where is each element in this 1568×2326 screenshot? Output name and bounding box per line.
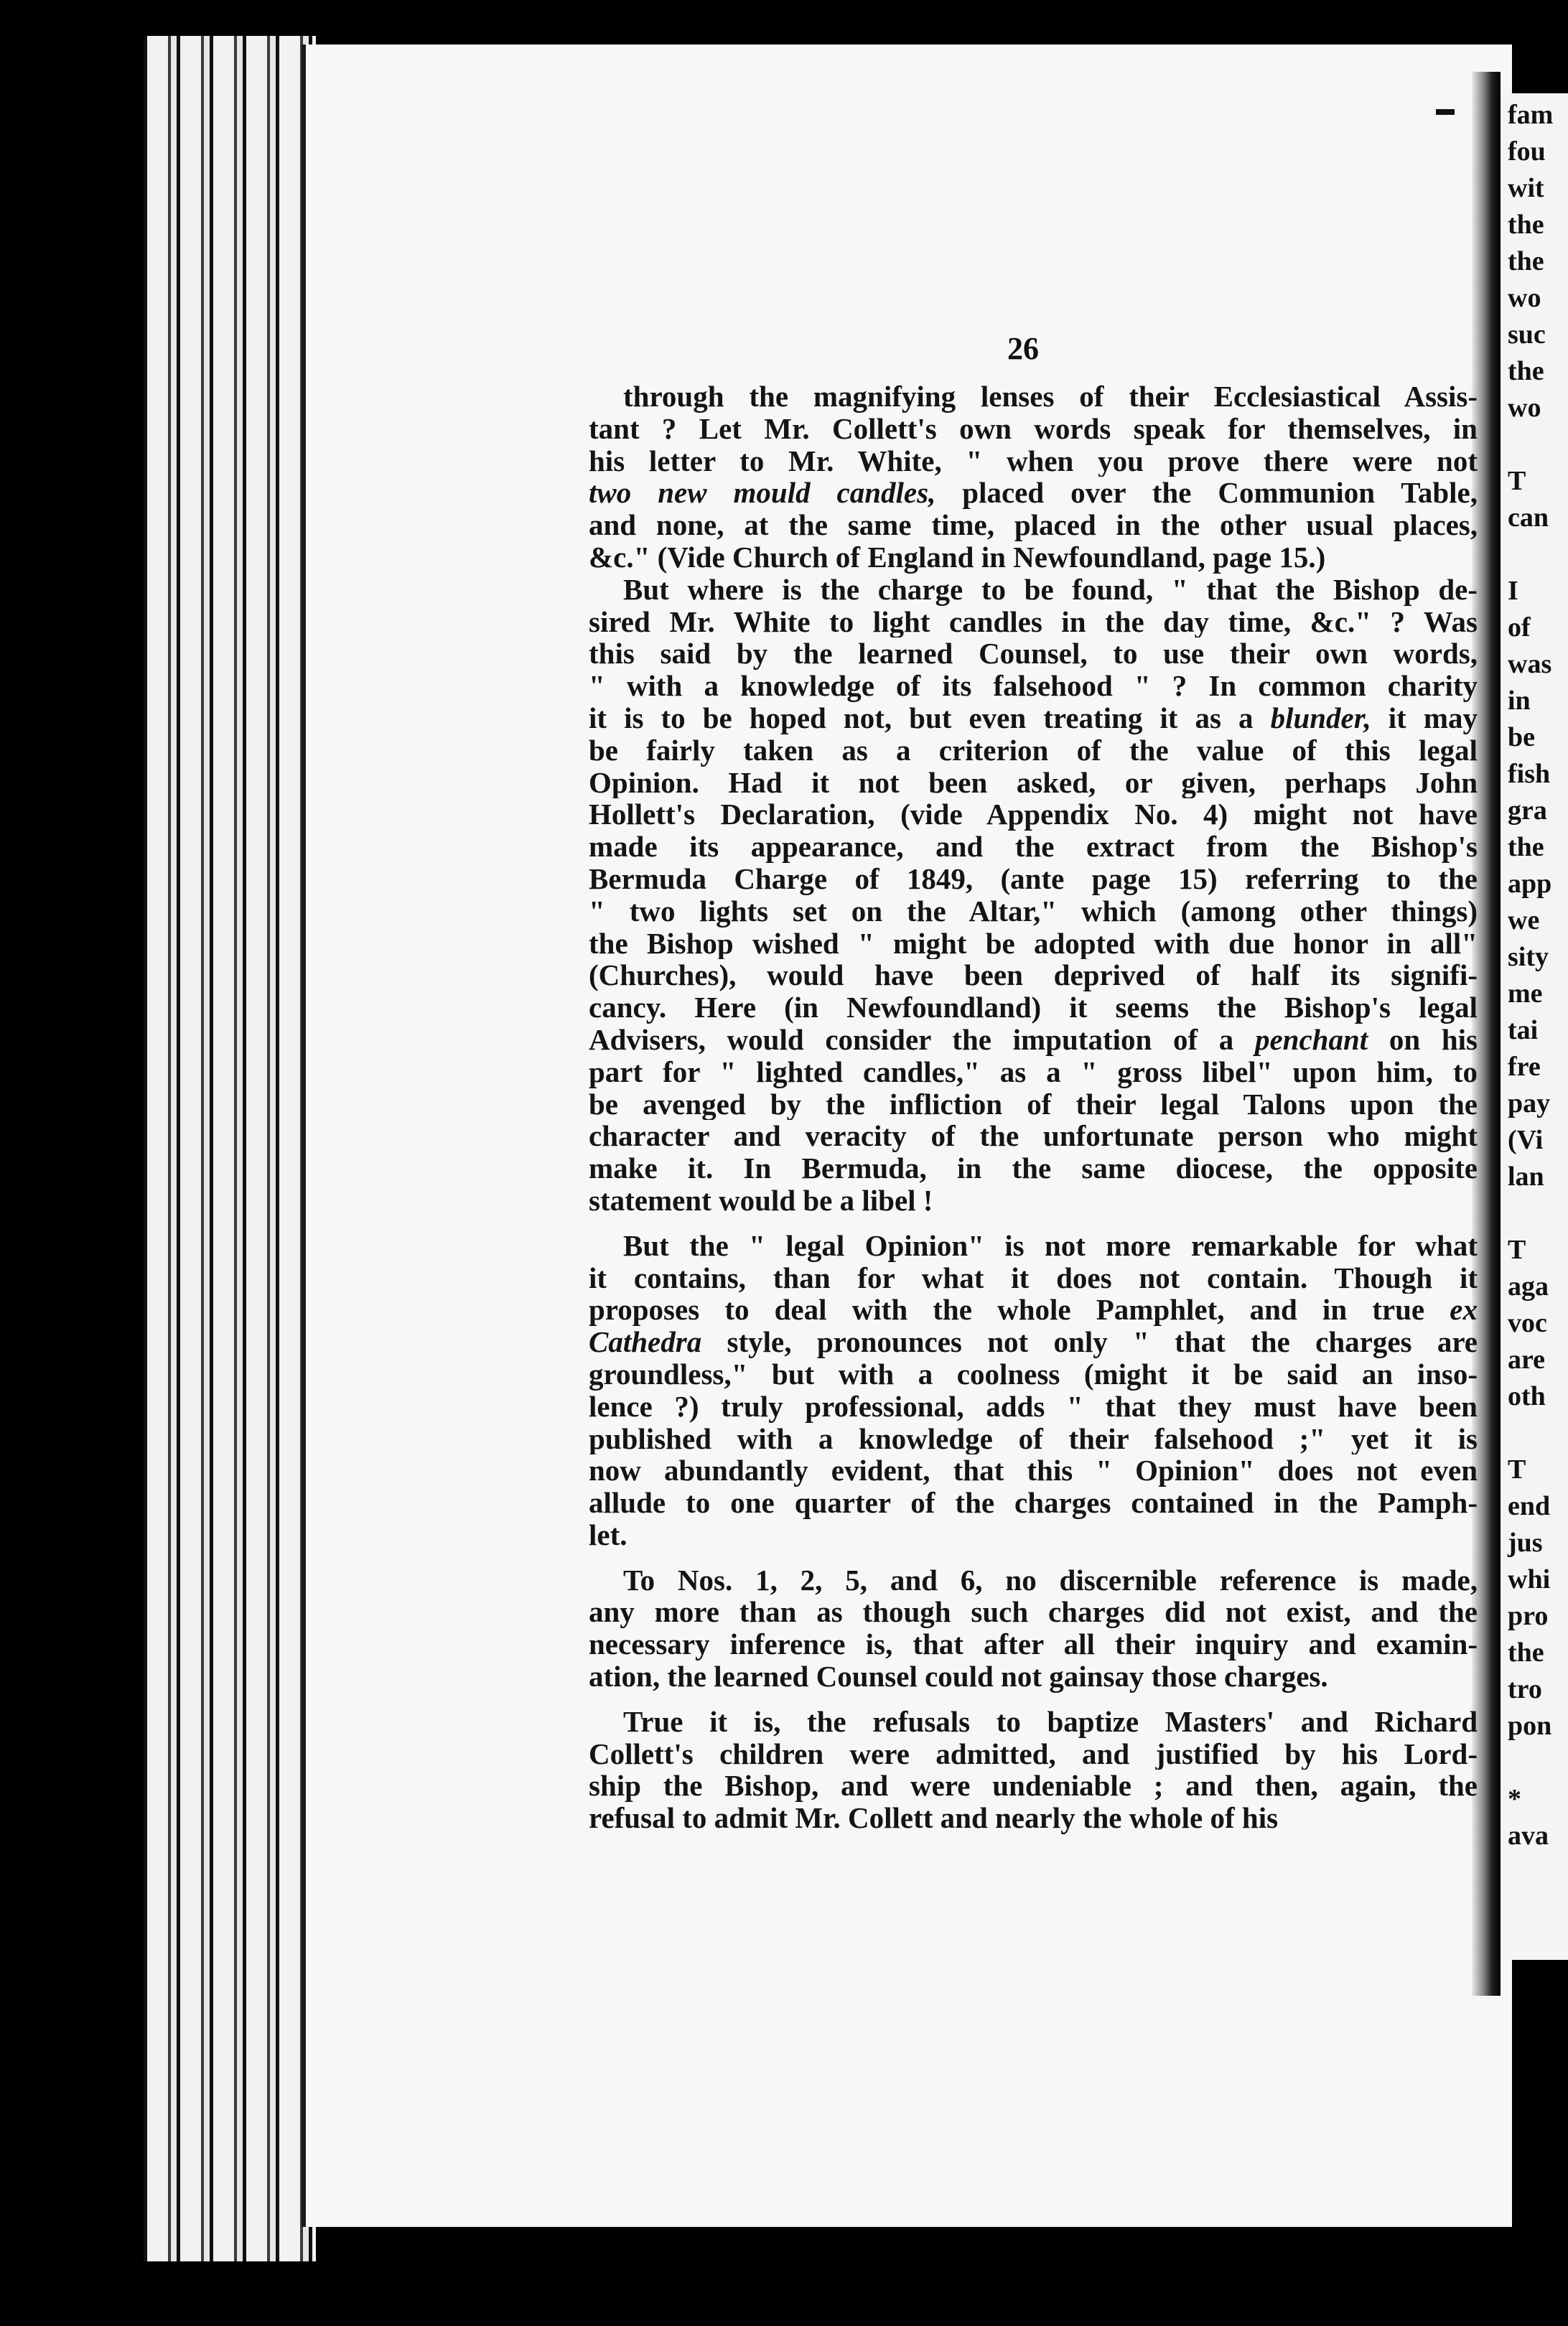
facing-page-fragment: tai — [1508, 1015, 1539, 1045]
facing-page-fragment: are — [1508, 1345, 1546, 1375]
facing-page-fragment: be — [1508, 722, 1535, 752]
text-line: his letter to Mr. White, " when you prove there were not — [589, 444, 1478, 477]
facing-page-fragment: wo — [1508, 283, 1541, 313]
facing-page-fragment: the — [1508, 356, 1544, 386]
facing-page-fragment: the — [1508, 210, 1544, 240]
facing-page-fragment: in — [1508, 686, 1531, 716]
facing-page-fragment: can — [1508, 503, 1549, 533]
facing-page-fragment: lan — [1508, 1162, 1544, 1192]
text-line: make it. In Bermuda, in the same diocese, the opposite — [589, 1152, 1478, 1185]
facing-page-fragment: pon — [1508, 1711, 1552, 1741]
text-line: now abundantly evident, that this " Opinion" does not even — [589, 1454, 1478, 1487]
text-line: Cathedra style, pronounces not only " that the charges are — [589, 1326, 1478, 1358]
text-line: &c." (Vide Church of England in Newfoundland, page 15.) — [589, 541, 1326, 574]
text-line: it contains, than for what it does not contain. Though it — [589, 1261, 1478, 1294]
text-line: part for " lighted candles," as a " gross libel" upon him, to — [589, 1055, 1478, 1088]
facing-page-fragment: pay — [1508, 1088, 1551, 1118]
facing-page-strip — [1501, 93, 1568, 1960]
facing-page-fragment: gra — [1508, 795, 1547, 826]
text-line: (Churches), would have been deprived of half its signifi- — [589, 959, 1478, 992]
facing-page-fragment: voc — [1508, 1308, 1547, 1338]
dash-mark — [1436, 109, 1455, 115]
facing-page-fragment: (Vi — [1508, 1125, 1544, 1155]
facing-page-fragment: T — [1508, 466, 1526, 496]
facing-page-fragment: whi — [1508, 1564, 1551, 1594]
left-page-edges — [144, 36, 316, 2261]
text-line: ship the Bishop, and were undeniable ; and then, again, the — [589, 1770, 1478, 1803]
text-line: character and veracity of the unfortunate person who might — [589, 1120, 1478, 1153]
facing-page-fragment: the — [1508, 246, 1544, 276]
text-line: through the magnifying lenses of their Ecclesiastical Assis- — [623, 380, 1478, 413]
paragraph-gap — [589, 1217, 1478, 1230]
text-line: " two lights set on the Altar," which (among other things) — [589, 895, 1478, 928]
page-number: 26 — [1007, 331, 1039, 366]
paragraph-gap — [589, 1551, 1478, 1564]
text-line: Collett's children were admitted, and justified by his Lord- — [589, 1737, 1478, 1770]
facing-page-fragment: oth — [1508, 1381, 1546, 1411]
facing-page-fragment: * — [1508, 1784, 1521, 1814]
text-line: two new mould candles, placed over the Communion Table, — [589, 477, 1478, 510]
facing-page-fragment: wit — [1508, 173, 1544, 203]
paragraph — [589, 574, 1478, 1217]
text-line: made its appearance, and the extract from the Bishop's — [589, 831, 1478, 863]
facing-page-fragment: fou — [1508, 136, 1546, 167]
paragraph — [589, 1230, 1478, 1551]
facing-page-fragment: suc — [1508, 319, 1546, 350]
text-line: cancy. Here (in Newfoundland) it seems the Bishop's legal — [589, 991, 1478, 1024]
text-line: lence ?) truly professional, adds " that they must have been — [589, 1390, 1478, 1423]
facing-page-fragment: ava — [1508, 1821, 1549, 1851]
facing-page-fragment: sity — [1508, 942, 1549, 972]
facing-page-fragment: fam — [1508, 100, 1554, 130]
text-line: statement would be a libel ! — [589, 1184, 933, 1217]
text-line: proposes to deal with the whole Pamphlet, and in true ex — [589, 1294, 1478, 1327]
text-line: Bermuda Charge of 1849, (ante page 15) referring to the — [589, 862, 1478, 895]
text-line: be avenged by the infliction of their legal Talons upon the — [589, 1088, 1478, 1121]
facing-page-fragment: me — [1508, 978, 1543, 1009]
text-line: Hollett's Declaration, (vide Appendix No. 4) might not have — [589, 798, 1478, 831]
facing-page-fragment: wo — [1508, 393, 1541, 423]
facing-page-fragment: tro — [1508, 1674, 1542, 1704]
facing-page-fragment: jus — [1508, 1528, 1543, 1558]
facing-page-fragment: I — [1508, 576, 1518, 606]
text-line: " with a knowledge of its falsehood " ? In common charity — [589, 670, 1478, 702]
facing-page-fragment: pro — [1508, 1601, 1549, 1631]
text-line: tant ? Let Mr. Collett's own words speak for themselves, in — [589, 412, 1478, 445]
facing-page-fragment: aga — [1508, 1271, 1549, 1302]
text-line: necessary inference is, that after all their inquiry and examin- — [589, 1628, 1478, 1661]
facing-page-fragment: was — [1508, 649, 1552, 679]
facing-page-fragment: fish — [1508, 759, 1551, 789]
facing-page-fragment: T — [1508, 1454, 1526, 1485]
text-line: ation, the learned Counsel could not gainsay those charges. — [589, 1661, 1328, 1693]
text-line: and none, at the same time, placed in the other usual places, — [589, 509, 1478, 541]
paragraph — [589, 380, 1478, 574]
facing-page-fragment: we — [1508, 905, 1540, 935]
facing-page-fragment: end — [1508, 1491, 1551, 1521]
paragraph — [589, 1706, 1478, 1834]
text-line: But the " legal Opinion" is not more remarkable for what — [623, 1229, 1478, 1262]
text-line: groundless," but with a coolness (might it be said an inso- — [589, 1358, 1478, 1391]
text-line: any more than as though such charges did not exist, and the — [589, 1596, 1478, 1629]
text-line: be fairly taken as a criterion of the value of this legal — [589, 734, 1478, 767]
text-line: the Bishop wished " might be adopted with due honor in all" — [589, 927, 1478, 960]
text-line: published with a knowledge of their falsehood ;" yet it is — [589, 1422, 1478, 1455]
text-line: allude to one quarter of the charges contained in the Pamph- — [589, 1487, 1478, 1519]
text-line: True it is, the refusals to baptize Masters' and Richard — [623, 1705, 1478, 1738]
facing-page-fragment: app — [1508, 869, 1552, 899]
text-line: let. — [589, 1518, 627, 1551]
text-line: But where is the charge to be found, " that the Bishop de- — [623, 573, 1478, 606]
facing-page-fragment: T — [1508, 1235, 1526, 1265]
facing-page-fragment: the — [1508, 1638, 1544, 1668]
text-line: refusal to admit Mr. Collett and nearly the whole of his — [589, 1802, 1279, 1835]
text-line: this said by the learned Counsel, to use their own words, — [589, 637, 1478, 671]
facing-page-fragment: fre — [1508, 1052, 1541, 1082]
paragraph-gap — [589, 1693, 1478, 1706]
text-line: Opinion. Had it not been asked, or given, perhaps John — [589, 766, 1478, 799]
text-line: it is to be hoped not, but even treating it as a blunder, it may — [589, 701, 1478, 734]
text-line: sired Mr. White to light candles in the day time, &c." ? Was — [589, 605, 1478, 638]
body-text — [589, 380, 1478, 1834]
text-line: To Nos. 1, 2, 5, and 6, no discernible reference is made, — [623, 1564, 1478, 1597]
text-line: Advisers, would consider the imputation of a penchant on his — [589, 1023, 1478, 1056]
facing-page-fragment: the — [1508, 832, 1544, 862]
paragraph — [589, 1564, 1478, 1693]
facing-page-fragment: of — [1508, 612, 1531, 643]
